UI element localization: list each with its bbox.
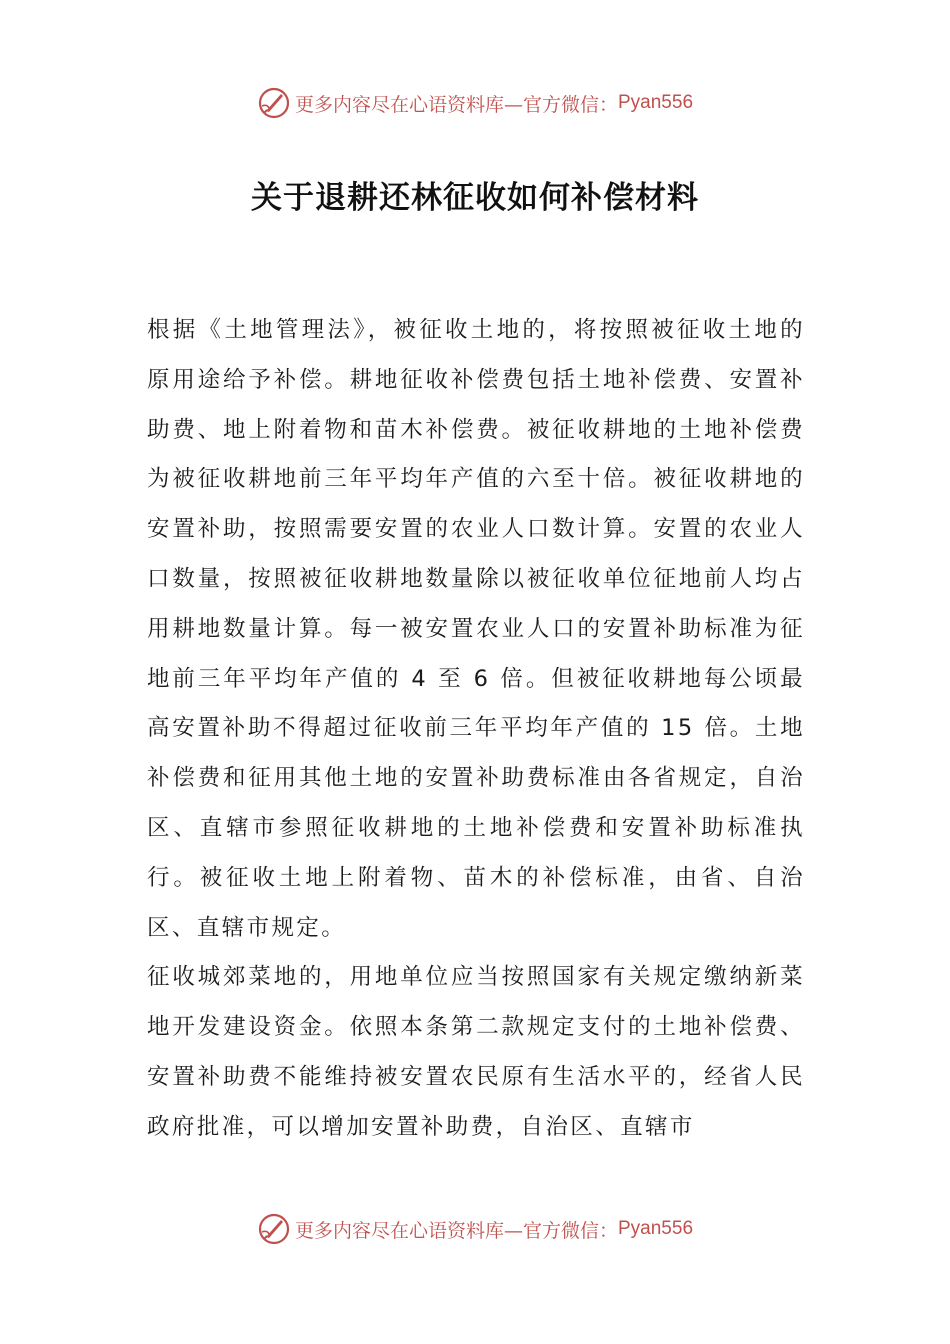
- quill-pen-logo-icon: [257, 1212, 291, 1246]
- body-paragraph-1: 根据《土地管理法》，被征收土地的，将按照被征收土地的原用途给予补偿。耕地征收补偿费包括土地补偿费、安置补助费、地上附着物和苗木补偿费。被征收耕地的土地补偿费为被征收耕地前三年平均年产值的六至十倍。被征收耕地的安置补助，按照需要安置的农业人口数计算。安置的农业人口数量，按照被征收耕地数量除以被征收单位征地前人均占用耕地数量计算。每一被安置农业人口的安置补助标准为征地前三年平均年产值的 4 至 6 倍。但被征收耕地每公顷最高安置补助不得超过征收前三年平均年产值的 15 倍。土地补偿费和征用其他土地的安置补助费标准由各省规定，自治区、直辖市参照征收耕地的土地补偿费和安置补助标准执行。被征收土地上附着物、苗木的补偿标准，由省、自治区、直辖市规定。: [147, 317, 805, 941]
- banner-text: 更多内容尽在心语资料库—官方微信：: [294, 1219, 618, 1242]
- banner-text: 更多内容尽在心语资料库—官方微信：: [294, 93, 618, 116]
- quill-pen-logo-icon: [257, 86, 291, 120]
- banner-wechat-id: Pyan556: [618, 1218, 694, 1239]
- document-body: [147, 306, 805, 1153]
- banner-wechat-id: Pyan556: [618, 92, 694, 113]
- header-watermark-banner: [0, 83, 950, 123]
- body-paragraph-2: 征收城郊菜地的，用地单位应当按照国家有关规定缴纳新菜地开发建设资金。依照本条第二款规定支付的土地补偿费、安置补助费不能维持被安置农民原有生活水平的，经省人民政府批准，可以增加安置补助费，自治区、直辖市: [147, 964, 805, 1140]
- footer-watermark-banner: [0, 1209, 950, 1249]
- document-title: 关于退耕还林征收如何补偿材料: [251, 180, 699, 216]
